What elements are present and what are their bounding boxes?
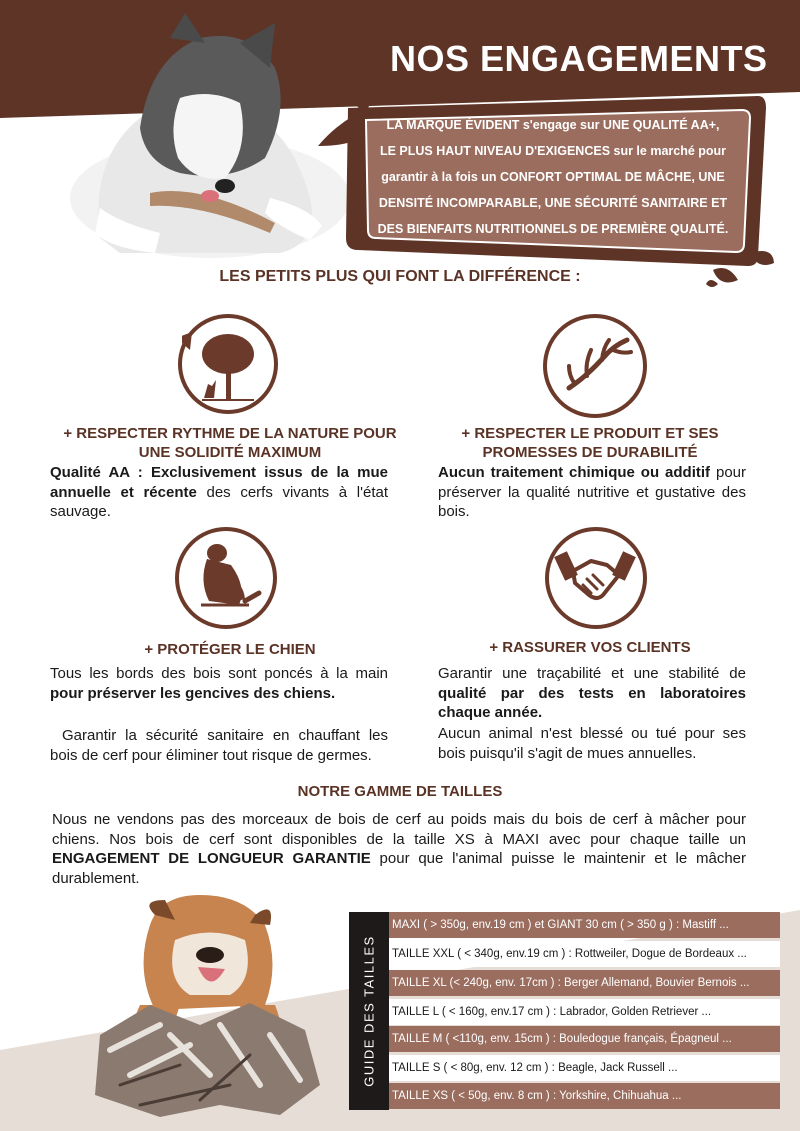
petits-plus-title: LES PETITS PLUS QUI FONT LA DIFFÉRENCE : bbox=[219, 268, 581, 285]
gamme-title: NOTRE GAMME DE TAILLES bbox=[297, 783, 503, 800]
feature-chien-title: + PROTÉGER LE CHIEN bbox=[144, 641, 316, 658]
feature-chien-text-2: Garantir la sécurité sanitaire en chauffant les bois de cerf pour éliminer tout risque de germes. bbox=[50, 727, 388, 764]
gamme-intro: Nous ne vendons pas des morceaux de bois de cerf au poids mais du bois de cerf à mâcher pour chiens. Nos bois de cerf sont disponibles de la taille XS à MAXI avec pour chaque taille un ENGAGEMENT DE LONGUEUR GARANTIE pour que l'animal puisse le maintenir et le mâcher durablement. bbox=[52, 811, 746, 887]
feature-clients-text: Garantir une traçabilité et une stabilité de qualité par des tests en laboratoires chaque année. bbox=[438, 665, 746, 721]
dog-icon bbox=[175, 527, 277, 629]
size-row-maxi: MAXI ( > 350g, env.19 cm ) et GIANT 30 cm ( > 350 g ) : Mastiff ... bbox=[389, 912, 780, 938]
size-row-l: TAILLE L ( < 160g, env.17 cm ) : Labrador, Golden Retriever ... bbox=[389, 999, 780, 1025]
size-row-m: TAILLE M ( <110g, env. 15cm ) : Bouledogue français, Épagneul ... bbox=[389, 1026, 780, 1052]
size-guide-label: GUIDE DES TAILLES bbox=[361, 935, 377, 1087]
handshake-icon bbox=[545, 527, 647, 629]
feature-nature-title: + RESPECTER RYTHME DE LA NATURE POUR UNE SOLIDITÉ MAXIMUM bbox=[63, 425, 397, 461]
antler-icon bbox=[543, 314, 647, 418]
feature-chien-text: Tous les bords des bois sont poncés à la main pour préserver les gencives des chiens. bbox=[50, 665, 388, 702]
size-row-xl: TAILLE XL (< 240g, env. 17cm ) : Berger Allemand, Bouvier Bernois ... bbox=[389, 970, 780, 996]
commitment-statement: LA MARQUE ÉVIDENT s'engage sur UNE QUALITÉ AA+, LE PLUS HAUT NIVEAU D'EXIGENCES sur le marché pour garantir à la fois un CONFORT OPTIMAL DE MÂCHE, UNE DENSITÉ INCOMPARABLE, UNE SÉCURITÉ SANITAIRE ET DES BIENFAITS NUTRITIONNELS DE PREMIÈRE QUALITÉ. bbox=[377, 118, 729, 236]
husky-dog-illustration bbox=[60, 8, 350, 268]
size-row-xxl: TAILLE XXL ( < 340g, env.19 cm ) : Rottweiler, Dogue de Bordeaux ... bbox=[389, 941, 780, 967]
size-row-xs: TAILLE XS ( < 50g, env. 8 cm ) : Yorkshire, Chihuahua ... bbox=[389, 1083, 780, 1109]
page-title: NOS ENGAGEMENTS bbox=[390, 38, 768, 79]
tree-cycle-icon bbox=[178, 314, 278, 414]
feature-nature-text: Qualité AA : Exclusivement issus de la mue annuelle et récente des cerfs vivants à l'état sauvage. bbox=[50, 464, 388, 520]
bulldog-with-antlers-illustration bbox=[80, 885, 330, 1125]
feature-produit-title: + RESPECTER LE PRODUIT ET SES PROMESSES DE DURABILITÉ bbox=[461, 425, 719, 461]
feature-produit-text: Aucun traitement chimique ou additif pour préserver la qualité nutritive et gustative des bois. bbox=[438, 464, 746, 520]
feature-clients-text-2: Aucun animal n'est blessé ou tué pour ses bois puisqu'il s'agit de mues annuelles. bbox=[438, 725, 746, 762]
feature-clients-title: + RASSURER VOS CLIENTS bbox=[489, 639, 691, 656]
size-row-s: TAILLE S ( < 80g, env. 12 cm ) : Beagle, Jack Russell ... bbox=[389, 1055, 780, 1081]
